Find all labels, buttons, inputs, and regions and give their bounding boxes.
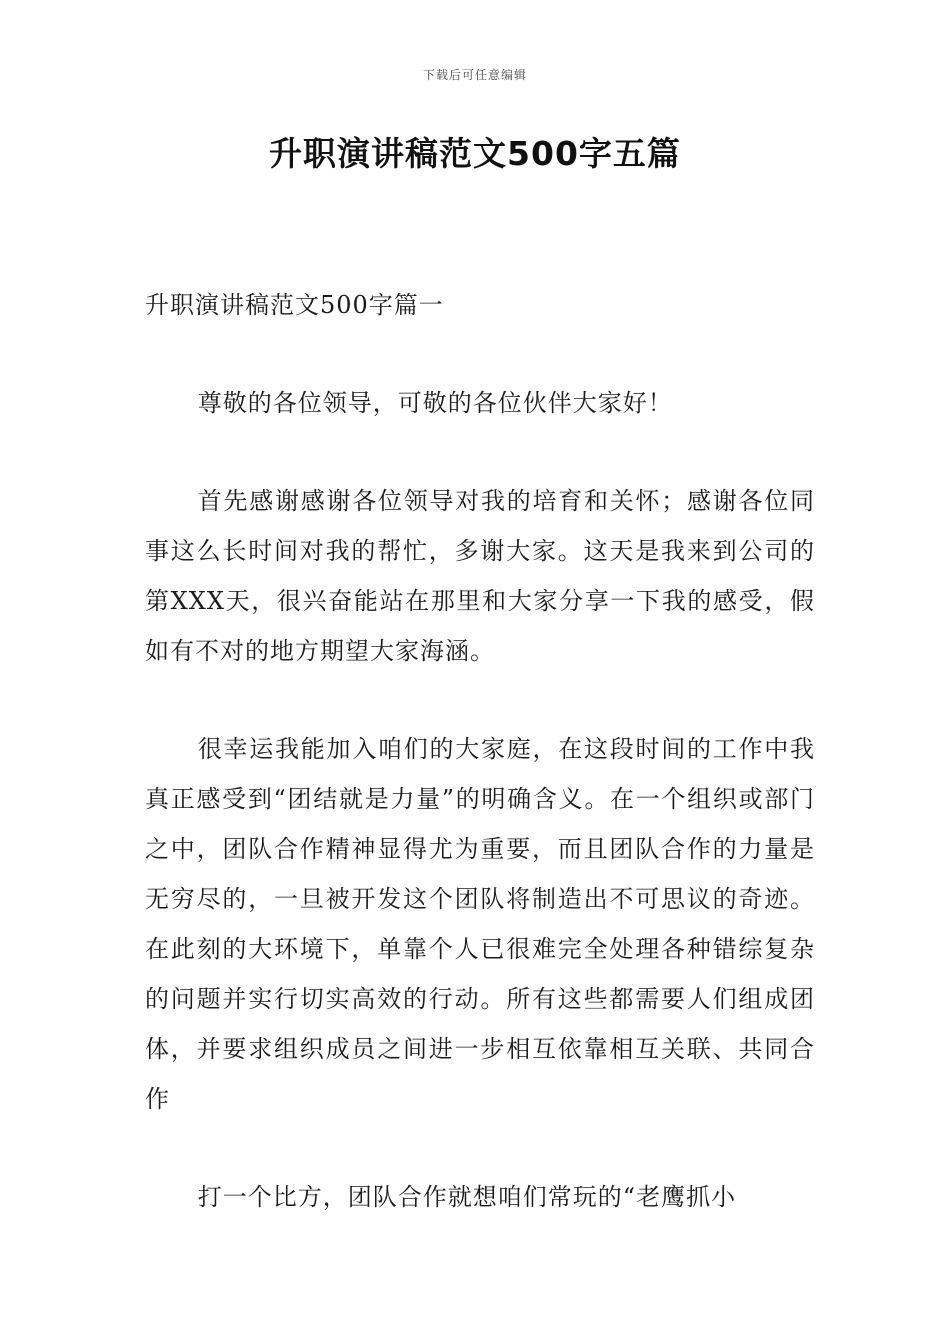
- section-heading: 升职演讲稿范文500字篇一: [145, 291, 444, 319]
- paragraph-analogy: 打一个比方，团队合作就想咱们常玩的“老鹰抓小: [197, 1183, 737, 1211]
- header-note: 下载后可任意编辑: [422, 68, 527, 82]
- paragraph-greeting: 尊敬的各位领导，可敬的各位伙伴大家好！: [197, 389, 673, 417]
- paragraph-thanks: 首先感谢感谢各位领导对我的培育和关怀；感谢各位同事这么长时间对我的帮忙，多谢大家。这天是我来到公司的第XXX天，很兴奋能站在那里和大家分享一下我的感受，假如有不对的地方期望大家海涵。: [145, 487, 815, 665]
- page-title: 升职演讲稿范文500字五篇: [269, 134, 681, 173]
- document-body: [145, 280, 815, 1270]
- paragraph-teamwork: 很幸运我能加入咱们的大家庭，在这段时间的工作中我真正感受到“团结就是力量”的明确含义。在一个组织或部门之中，团队合作精神显得尤为重要，而且团队合作的力量是无穷尽的，一旦被开发这个团队将制造出不可思议的奇迹。在此刻的大环境下，单靠个人已很难完全处理各种错综复杂的问题并实行切实高效的行动。所有这些都需要人们组成团体，并要求组织成员之间进一步相互依靠相互关联、共同合作: [145, 735, 815, 1113]
